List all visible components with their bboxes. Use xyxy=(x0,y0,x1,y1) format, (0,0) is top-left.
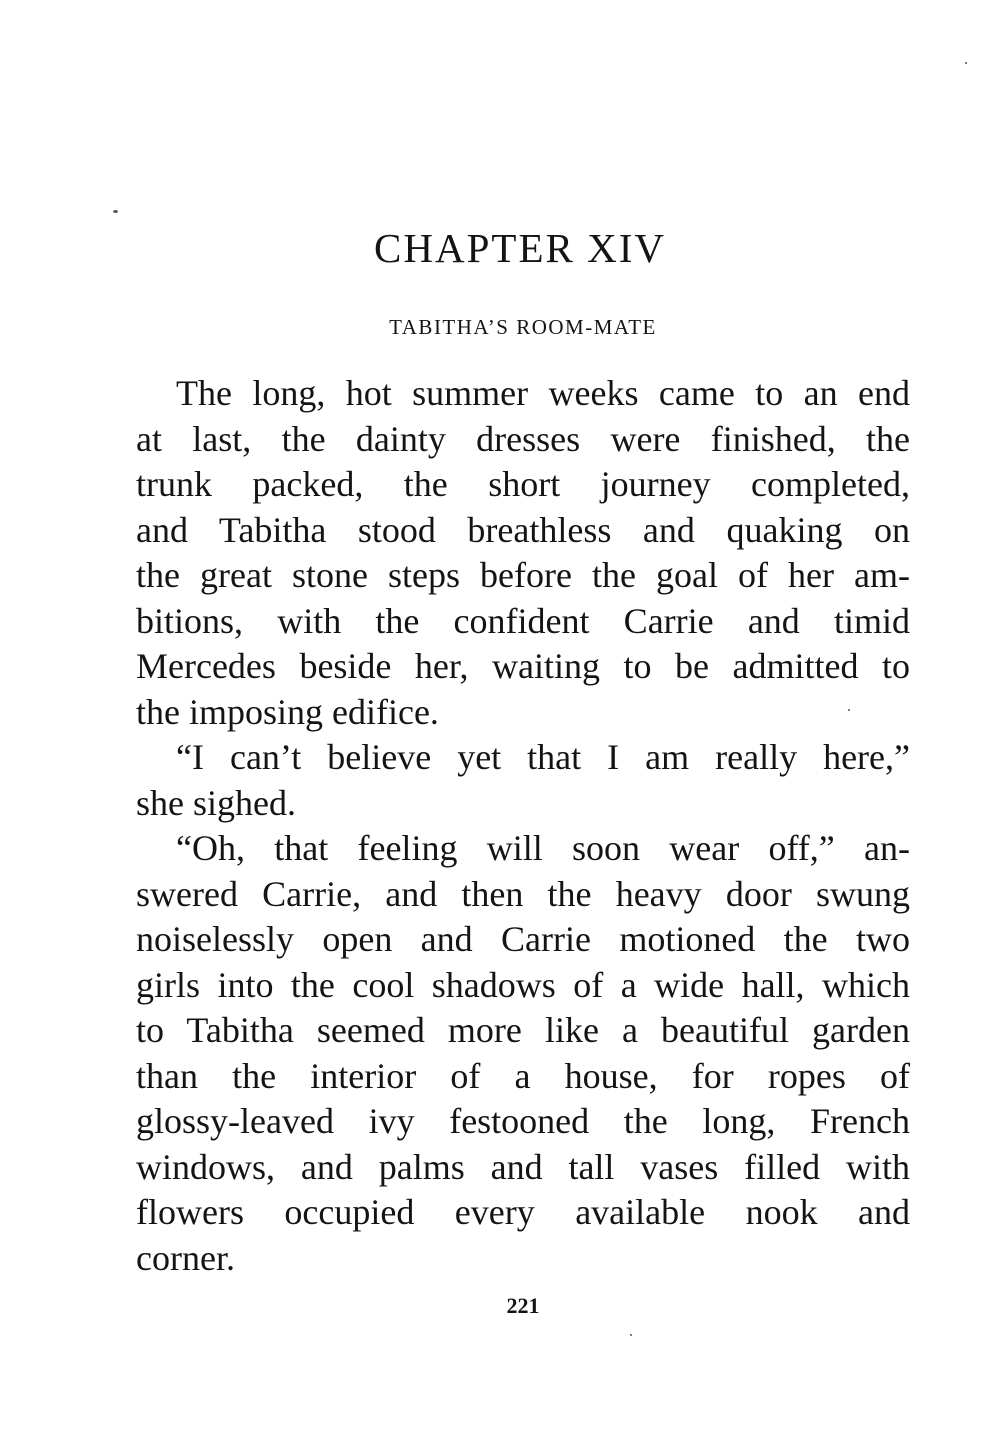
text-line: “Oh, that feeling will soon wear off,” an- xyxy=(176,828,910,868)
chapter-body xyxy=(136,371,910,1281)
text-line: at last, the dainty dresses were finished, the xyxy=(136,418,910,459)
text-line: girls into the cool shadows of a wide hall, which xyxy=(136,964,910,1005)
text-line: to Tabitha seemed more like a beautiful garden xyxy=(136,1010,910,1050)
text-line: “I can’t believe yet that I am really here,” xyxy=(176,737,910,777)
text-line: the imposing edifice. xyxy=(136,691,439,732)
text-line: than the interior of a house, for ropes of xyxy=(136,1055,910,1096)
text-line: swered Carrie, and then the heavy door swung xyxy=(136,873,910,914)
text-line: Mercedes beside her, waiting to be admitted to xyxy=(136,646,910,686)
text-line: flowers occupied every available nook and xyxy=(136,1192,910,1232)
print-speck xyxy=(113,210,118,213)
text-line: glossy-leaved ivy festooned the long, French xyxy=(136,1101,910,1141)
text-line: trunk packed, the short journey completed, xyxy=(136,464,910,504)
print-speck xyxy=(630,1334,632,1336)
text-line: she sighed. xyxy=(136,782,296,823)
chapter-title: CHAPTER XIV xyxy=(374,225,666,271)
text-line: bitions, with the confident Carrie and timid xyxy=(136,600,910,641)
text-line: windows, and palms and tall vases filled with xyxy=(136,1146,910,1187)
page-number: 221 xyxy=(506,1293,540,1318)
text-line: corner. xyxy=(136,1237,235,1278)
print-speck xyxy=(965,62,967,64)
chapter-subtitle: TABITHA’S ROOM-MATE xyxy=(389,315,657,339)
text-line: The long, hot summer weeks came to an end xyxy=(176,373,910,413)
text-line: the great stone steps before the goal of her am- xyxy=(136,555,910,595)
text-line: and Tabitha stood breathless and quaking on xyxy=(136,509,910,550)
text-line: noiselessly open and Carrie motioned the two xyxy=(136,919,910,959)
